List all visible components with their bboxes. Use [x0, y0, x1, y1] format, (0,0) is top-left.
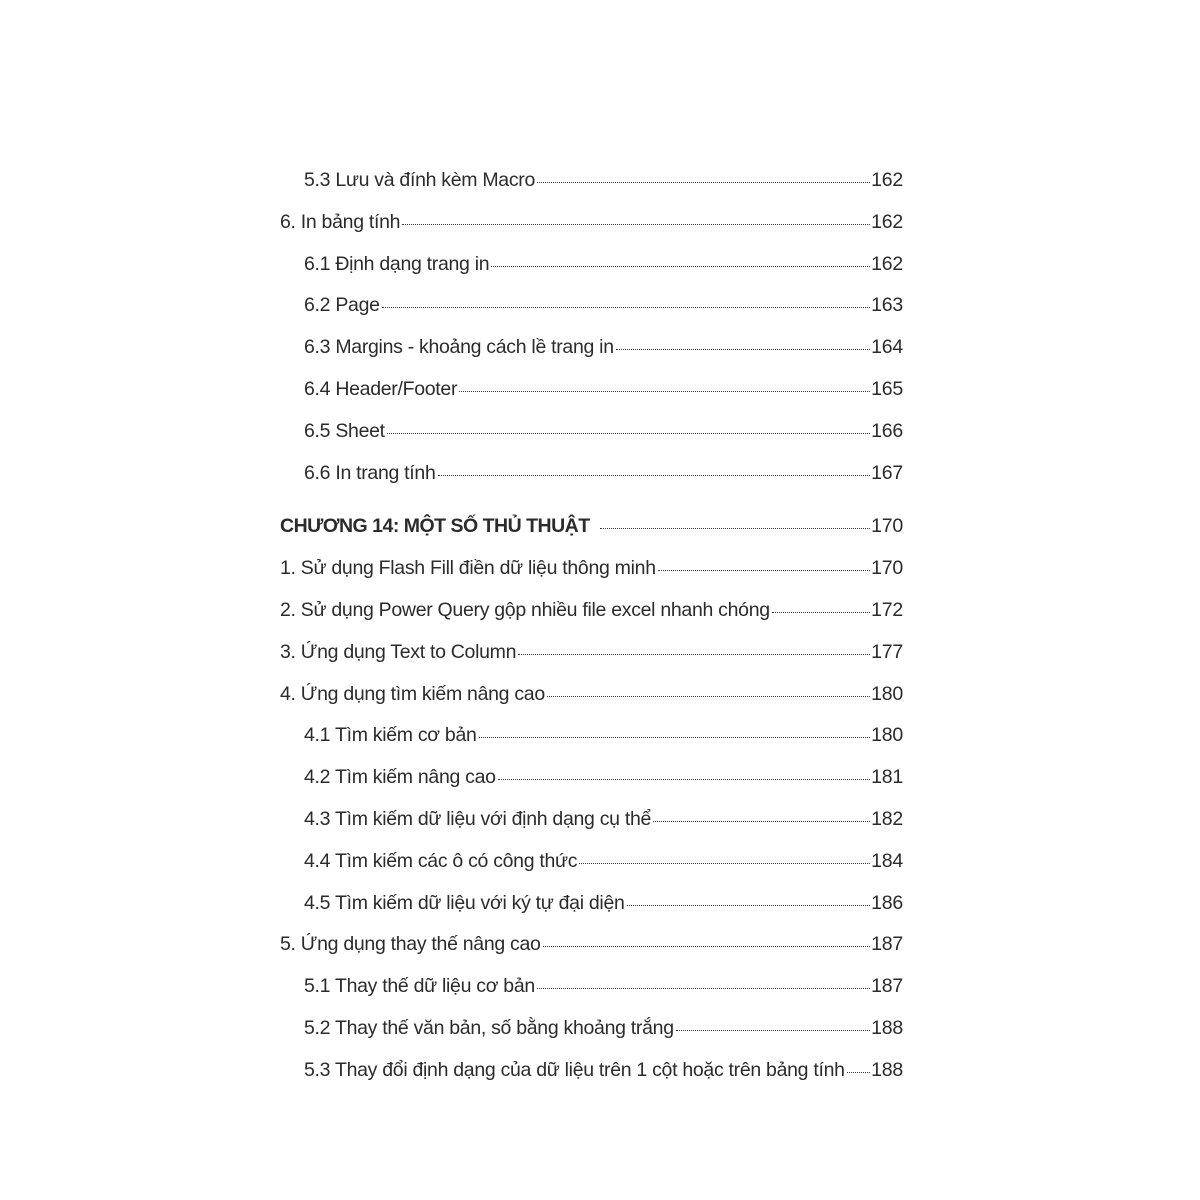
toc-entry-title: 5.3 Thay đổi định dạng của dữ liệu trên 1 cột hoặc trên bảng tính [304, 1058, 845, 1081]
dot-leader [537, 182, 870, 183]
toc-entry-page: 180 [871, 724, 903, 747]
toc-entry-1-flash-fill [280, 548, 903, 590]
toc-entry-title: 6. In bảng tính [280, 210, 401, 233]
toc-entry-page: 167 [871, 461, 903, 484]
toc-entry-5-1 [280, 966, 903, 1008]
toc-entry-6-1 [280, 244, 903, 286]
toc-entry-4-5 [280, 883, 903, 925]
toc-entry-3-text-to-column [280, 632, 903, 674]
toc-entry-title: 3. Ứng dụng Text to Column [280, 640, 517, 663]
toc-entry-page: 177 [871, 640, 903, 663]
toc-entry-page: 172 [871, 598, 903, 621]
dot-leader [438, 475, 871, 476]
toc-entry-page: 182 [871, 807, 903, 830]
dot-leader [382, 307, 870, 308]
toc-entry-page: 170 [871, 515, 903, 538]
dot-leader [676, 1030, 870, 1031]
toc-entry-page: 188 [871, 1016, 903, 1039]
toc-entry-page: 162 [871, 252, 903, 275]
toc-chapter-14 [280, 506, 903, 548]
dot-leader [479, 737, 871, 738]
toc-entry-title: 1. Sử dụng Flash Fill điền dữ liệu thông minh [280, 557, 656, 580]
toc-entry-6-6 [280, 453, 903, 495]
toc-entry-4-4 [280, 841, 903, 883]
dot-leader [616, 349, 870, 350]
toc-entry-6-2 [280, 285, 903, 327]
dot-leader [543, 946, 870, 947]
toc-entry-6-in-bang-tinh [280, 202, 903, 244]
toc-entry-title: 6.2 Page [304, 294, 380, 317]
toc-entry-page: 181 [871, 766, 903, 789]
toc-entry-4-3 [280, 799, 903, 841]
toc-entry-title: 6.6 In trang tính [304, 461, 436, 484]
toc-entry-page: 184 [871, 849, 903, 872]
dot-leader [600, 528, 870, 529]
toc-entry-page: 163 [871, 294, 903, 317]
toc-entry-page: 188 [871, 1058, 903, 1081]
toc-entry-title: 4.2 Tìm kiếm nâng cao [304, 766, 496, 789]
toc-entry-page: 165 [871, 377, 903, 400]
dot-leader [658, 570, 870, 571]
toc-entry-page: 170 [871, 557, 903, 580]
toc-entry-page: 162 [871, 169, 903, 191]
dot-leader [459, 391, 870, 392]
toc-entry-5-3-thay-doi [280, 1050, 903, 1092]
toc-entry-title: 6.4 Header/Footer [304, 377, 458, 400]
toc-entry-title: 4.4 Tìm kiếm các ô có công thức [304, 849, 578, 872]
dot-leader [547, 696, 870, 697]
table-of-contents [280, 160, 903, 1092]
dot-leader [491, 266, 870, 267]
toc-entry-title: 6.1 Định dạng trang in [304, 252, 490, 275]
toc-entry-title: 4. Ứng dụng tìm kiếm nâng cao [280, 682, 545, 705]
toc-entry-5-thay-the [280, 924, 903, 966]
toc-entry-title: 5.1 Thay thế dữ liệu cơ bản [304, 975, 535, 998]
dot-leader [387, 433, 870, 434]
dot-leader [847, 1072, 870, 1073]
toc-entry-title: 5.3 Lưu và đính kèm Macro [304, 169, 536, 191]
toc-entry-title: 4.5 Tìm kiếm dữ liệu với ký tự đại diện [304, 891, 625, 914]
toc-entry-page: 164 [871, 336, 903, 359]
toc-entry-4-2 [280, 757, 903, 799]
dot-leader [653, 821, 870, 822]
toc-entry-title: 6.5 Sheet [304, 419, 385, 442]
toc-entry-5-3-macro [280, 160, 903, 202]
dot-leader [498, 779, 870, 780]
toc-entry-title: 5. Ứng dụng thay thế nâng cao [280, 933, 541, 956]
dot-leader [772, 612, 870, 613]
dot-leader [518, 654, 870, 655]
toc-entry-title: 2. Sử dụng Power Query gộp nhiều file excel nhanh chóng [280, 598, 770, 621]
toc-entry-6-4 [280, 369, 903, 411]
dot-leader [537, 988, 870, 989]
toc-entry-title: 4.1 Tìm kiếm cơ bản [304, 724, 477, 747]
toc-entry-page: 186 [871, 891, 903, 914]
toc-entry-4-1 [280, 715, 903, 757]
toc-entry-page: 166 [871, 419, 903, 442]
toc-entry-page: 187 [871, 933, 903, 956]
chapter-heading: CHƯƠNG 14: MỘT SỐ THỦ THUẬT [280, 515, 590, 538]
toc-entry-2-power-query [280, 590, 903, 632]
toc-entry-6-3 [280, 327, 903, 369]
toc-entry-4-tim-kiem [280, 674, 903, 716]
toc-entry-page: 162 [871, 210, 903, 233]
toc-entry-title: 5.2 Thay thế văn bản, số bằng khoảng trắng [304, 1016, 674, 1039]
dot-leader [402, 224, 870, 225]
toc-entry-page: 187 [871, 975, 903, 998]
toc-entry-6-5 [280, 411, 903, 453]
toc-entry-title: 6.3 Margins - khoảng cách lề trang in [304, 336, 614, 359]
dot-leader [579, 863, 870, 864]
toc-entry-5-2 [280, 1008, 903, 1050]
toc-entry-page: 180 [871, 682, 903, 705]
toc-entry-title: 4.3 Tìm kiếm dữ liệu với định dạng cụ thể [304, 807, 652, 830]
dot-leader [627, 905, 871, 906]
